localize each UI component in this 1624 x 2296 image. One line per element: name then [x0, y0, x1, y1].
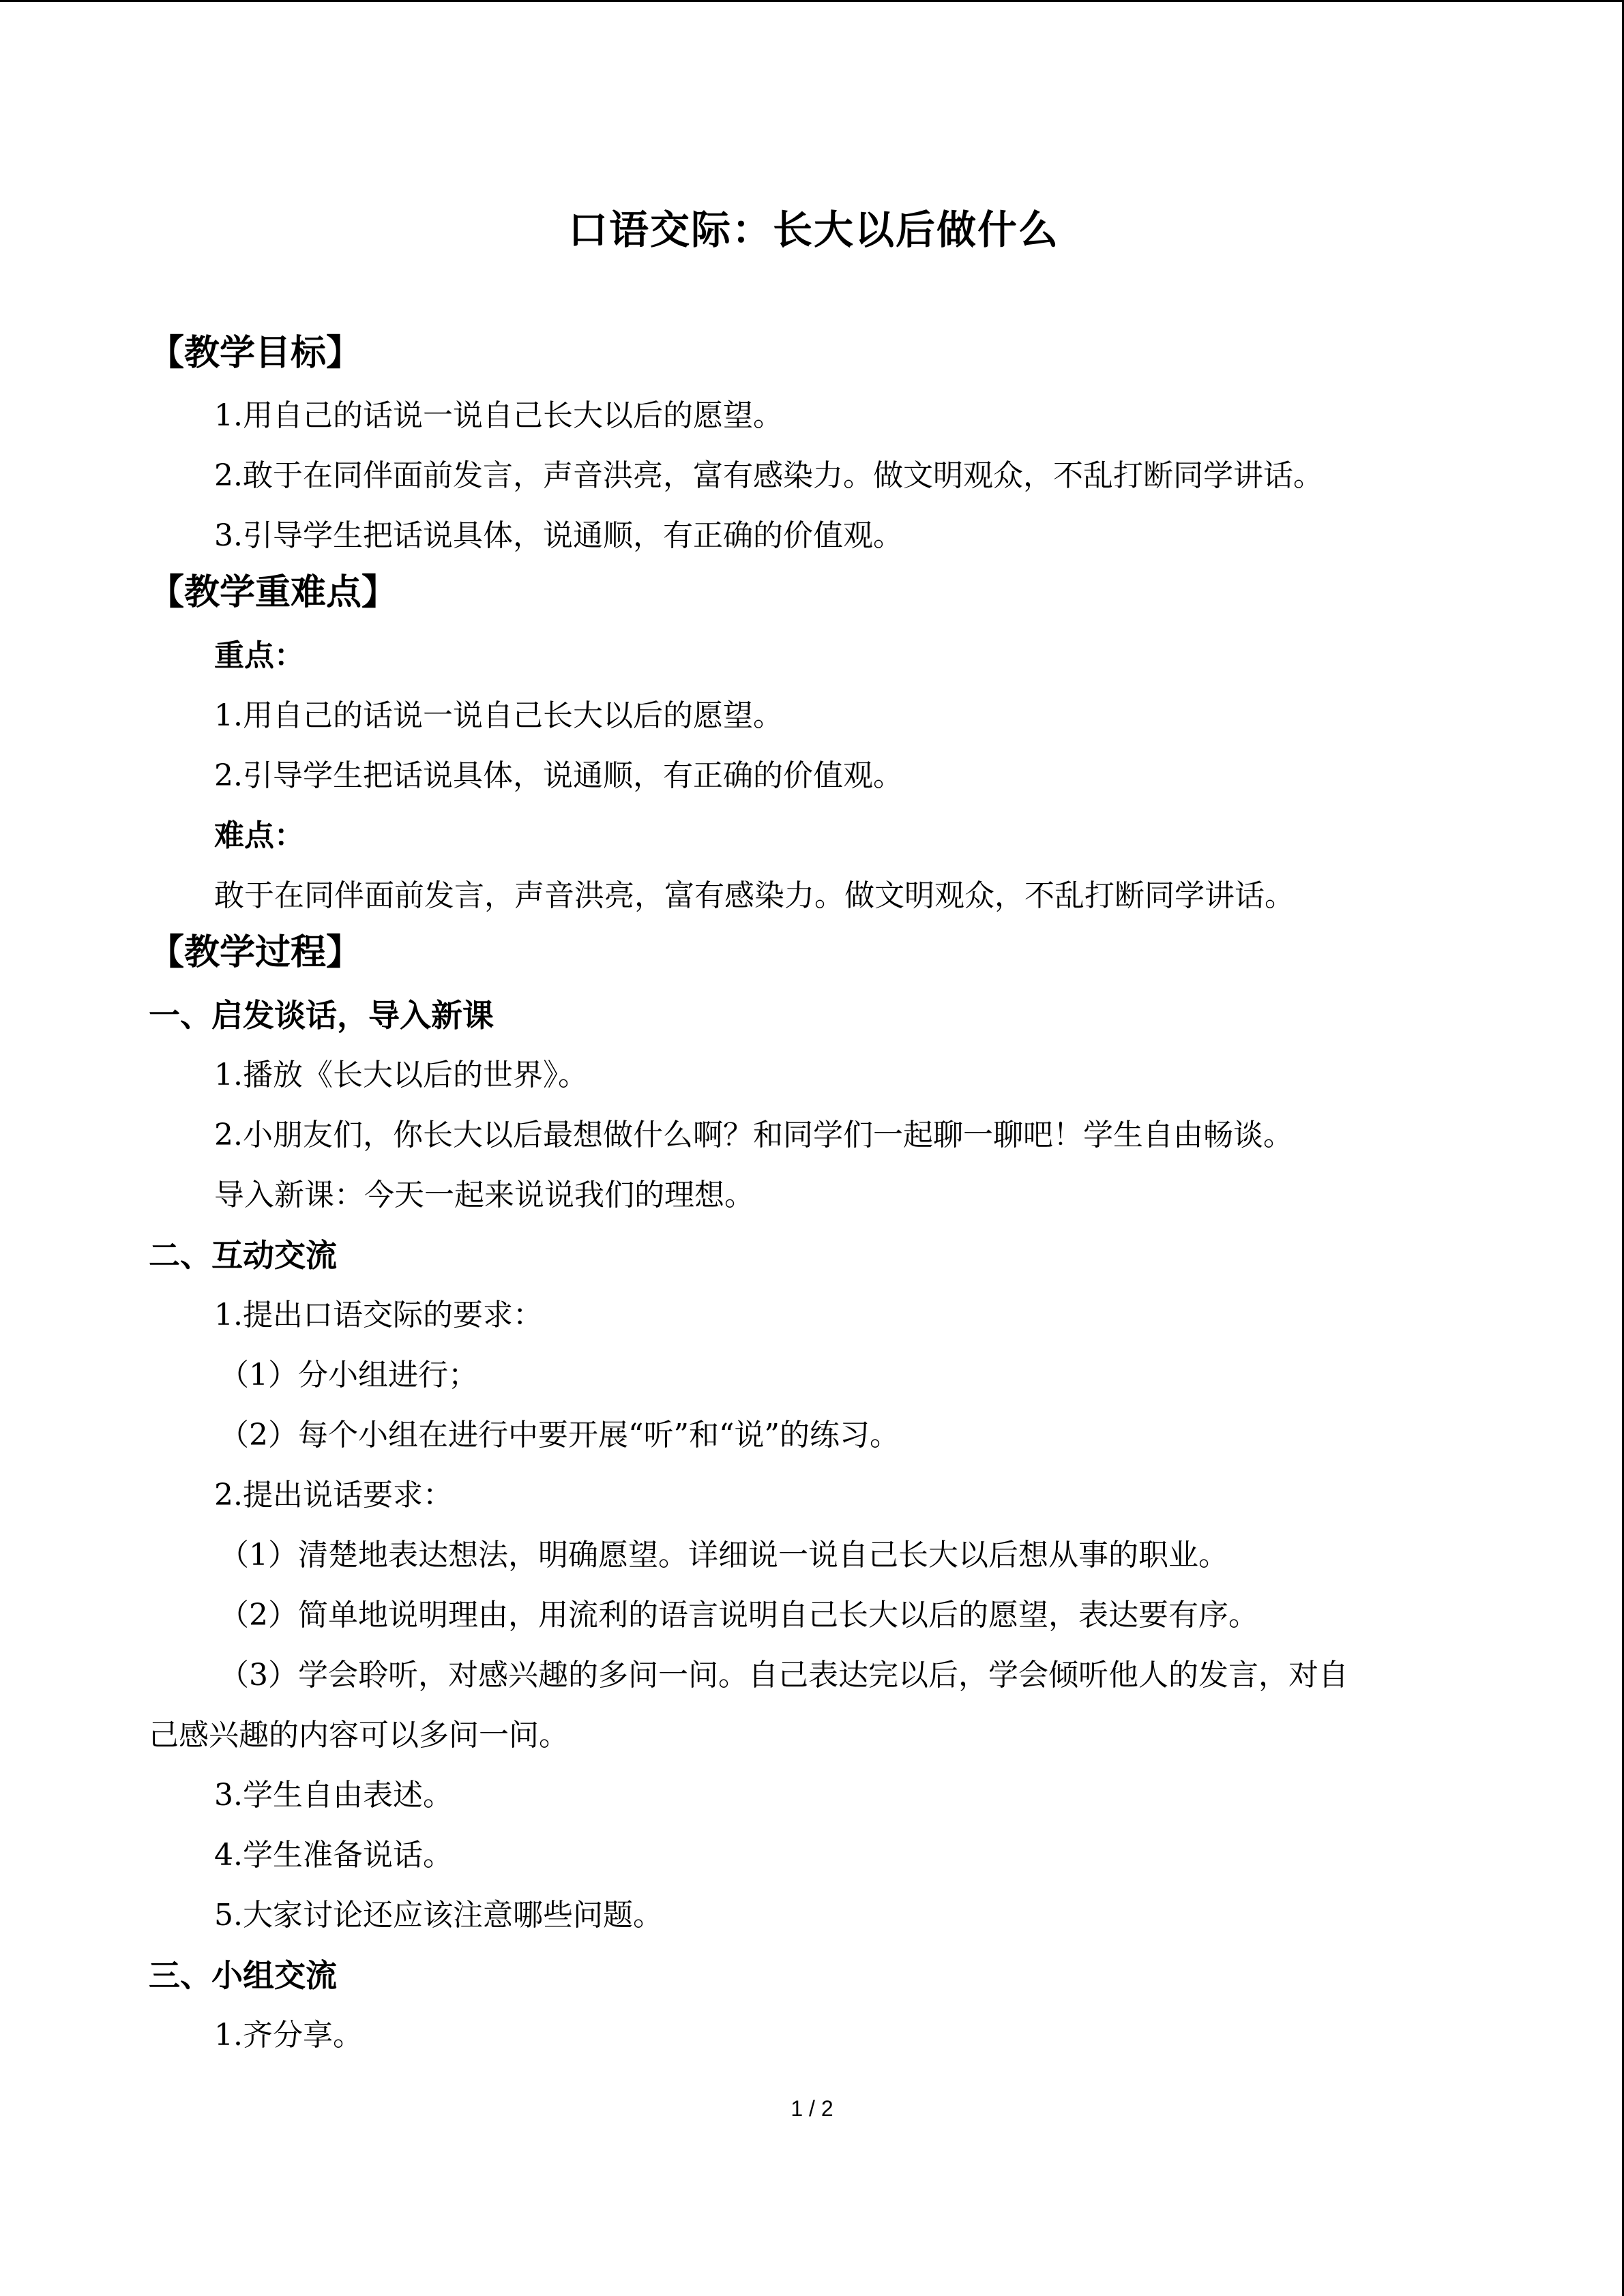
goal-item-3: 3.引导学生把话说具体，说通顺，有正确的价值观。	[214, 518, 903, 553]
part2-item-1: 1.提出口语交际的要求：	[214, 1298, 543, 1332]
part2-item-2-sub-3: （3）学会聆听，对感兴趣的多问一问。自己表达完以后，学会倾听他人的发言，对自	[219, 1658, 1348, 1693]
document-title: 口语交际：长大以后做什么	[567, 207, 1059, 253]
part1-item-2: 2.小朋友们，你长大以后最想做什么啊？和同学们一起聊一聊吧！学生自由畅谈。	[214, 1118, 1293, 1152]
difficult-point-text: 敢于在同伴面前发言，声音洪亮，富有感染力。做文明观众，不乱打断同学讲话。	[214, 878, 1295, 913]
part1-item-3: 导入新课：今天一起来说说我们的理想。	[214, 1178, 754, 1212]
part2-item-5: 5.大家讨论还应该注意哪些问题。	[214, 1898, 663, 1933]
part2-item-3: 3.学生自由表述。	[214, 1778, 453, 1813]
part2-item-2-sub-1: （1）清楚地表达想法，明确愿望。详细说一说自己长大以后想从事的职业。	[219, 1538, 1228, 1572]
part3-item-1: 1.齐分享。	[214, 2018, 363, 2053]
part2-item-1-sub-1: （1）分小组进行；	[219, 1358, 478, 1392]
process-part1-heading: 一、启发谈话，导入新课	[149, 997, 494, 1034]
heading-key-difficult-points: 【教学重难点】	[149, 571, 398, 613]
goal-item-2: 2.敢于在同伴面前发言，声音洪亮，富有感染力。做文明观众，不乱打断同学讲话。	[214, 458, 1323, 493]
process-part3-heading: 三、小组交流	[149, 1957, 337, 1994]
part1-item-1: 1.播放《长大以后的世界》。	[214, 1058, 588, 1092]
key-points-label: 重点：	[214, 638, 304, 673]
heading-teaching-goals: 【教学目标】	[149, 332, 362, 374]
part2-item-4: 4.学生准备说话。	[214, 1838, 453, 1873]
page-number: 1 / 2	[791, 2096, 833, 2121]
key-point-item-2: 2.引导学生把话说具体，说通顺，有正确的价值观。	[214, 758, 903, 793]
part2-item-2-sub-2: （2）简单地说明理由，用流利的语言说明自己长大以后的愿望，表达要有序。	[219, 1598, 1258, 1632]
part2-item-2-sub-3-continued: 己感兴趣的内容可以多问一问。	[149, 1718, 569, 1753]
key-point-item-1: 1.用自己的话说一说自己长大以后的愿望。	[214, 698, 783, 733]
goal-item-1: 1.用自己的话说一说自己长大以后的愿望。	[214, 398, 783, 433]
heading-teaching-process: 【教学过程】	[149, 931, 362, 973]
difficult-points-label: 难点：	[214, 818, 304, 853]
part2-item-2: 2.提出说话要求：	[214, 1478, 453, 1512]
part2-item-1-sub-2: （2）每个小组在进行中要开展“听”和“说”的练习。	[219, 1418, 900, 1452]
process-part2-heading: 二、互动交流	[149, 1237, 337, 1274]
